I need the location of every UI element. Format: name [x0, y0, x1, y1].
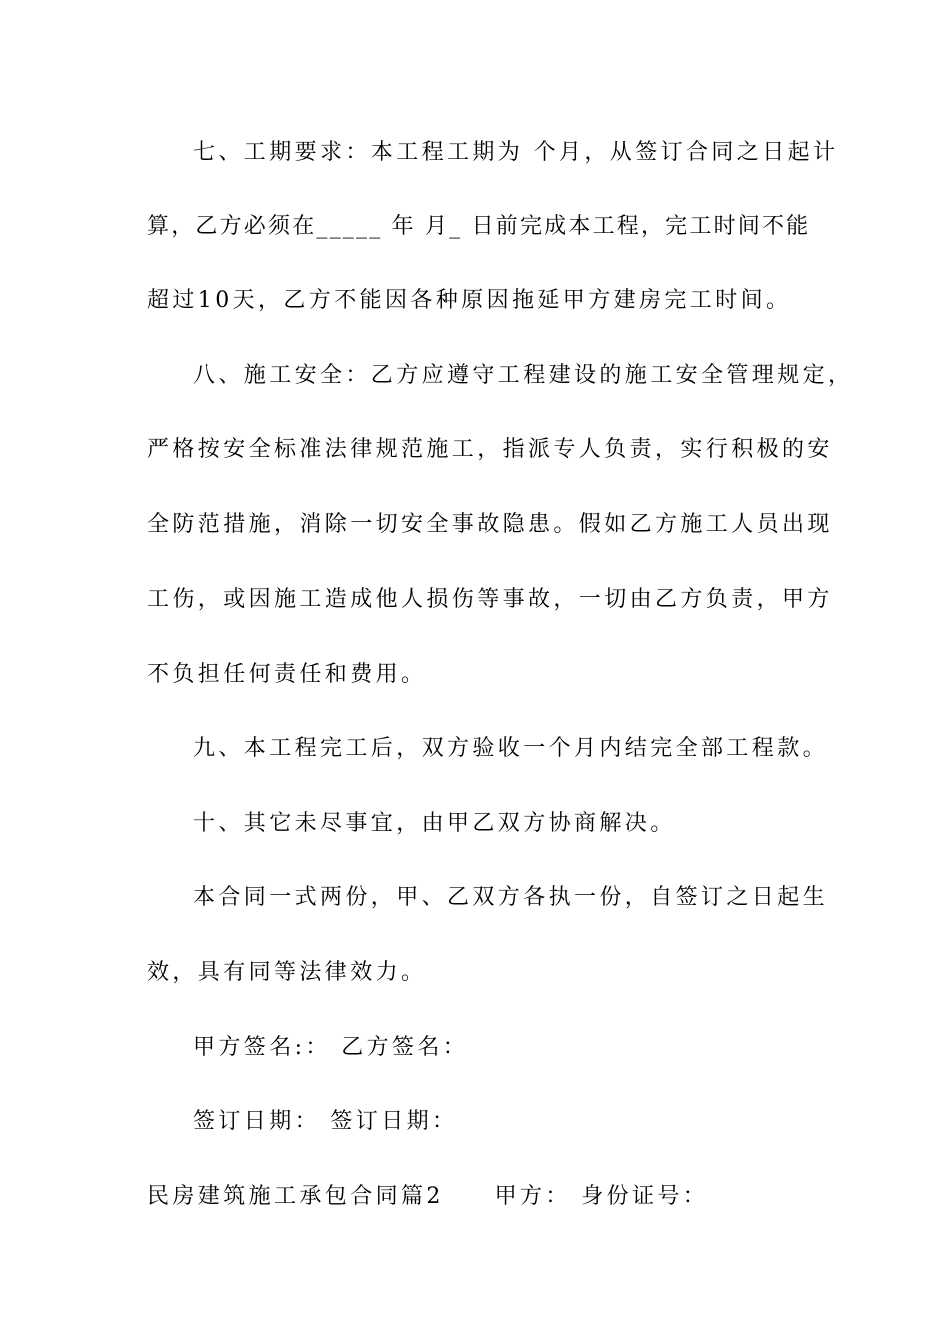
- clause-9: 九、本工程完工后，双方验收一个月内结完全部工程款。: [193, 736, 829, 761]
- clause-7-line-3: 超过10天，乙方不能因各种原因拖延甲方建房完工时间。: [147, 288, 792, 313]
- signature-line: 甲方签名:： 乙方签名：: [193, 1035, 469, 1060]
- clause-8-line-5: 不负担任何责任和费用。: [147, 662, 427, 687]
- clause-8-line-2: 严格按安全标准法律规范施工，指派专人负责，实行积极的安: [147, 437, 833, 462]
- validity-line-2: 效，具有同等法律效力。: [147, 960, 427, 985]
- clause-8-line-3: 全防范措施，消除一切安全事故隐患。假如乙方施工人员出现: [147, 512, 833, 537]
- clause-10: 十、其它未尽事宜，由甲乙双方协商解决。: [193, 811, 676, 836]
- validity-line-1: 本合同一式两份，甲、乙双方各执一份，自签订之日起生: [193, 885, 829, 910]
- contract-2-heading: 民房建筑施工承包合同篇2 甲方： 身份证号：: [147, 1184, 709, 1209]
- clause-8-line-4: 工伤，或因施工造成他人损伤等事故，一切由乙方负责，甲方: [147, 587, 833, 612]
- clause-7-line-1: 七、工期要求：本工程工期为 个月，从签订合同之日起计: [193, 140, 839, 165]
- clause-7-line-2: 算，乙方必须在_____ 年 月_ 日前完成本工程，完工时间不能: [147, 214, 811, 239]
- sign-date-line: 签订日期： 签订日期：: [193, 1109, 458, 1134]
- clause-8-line-1: 八、施工安全：乙方应遵守工程建设的施工安全管理规定，: [193, 363, 854, 388]
